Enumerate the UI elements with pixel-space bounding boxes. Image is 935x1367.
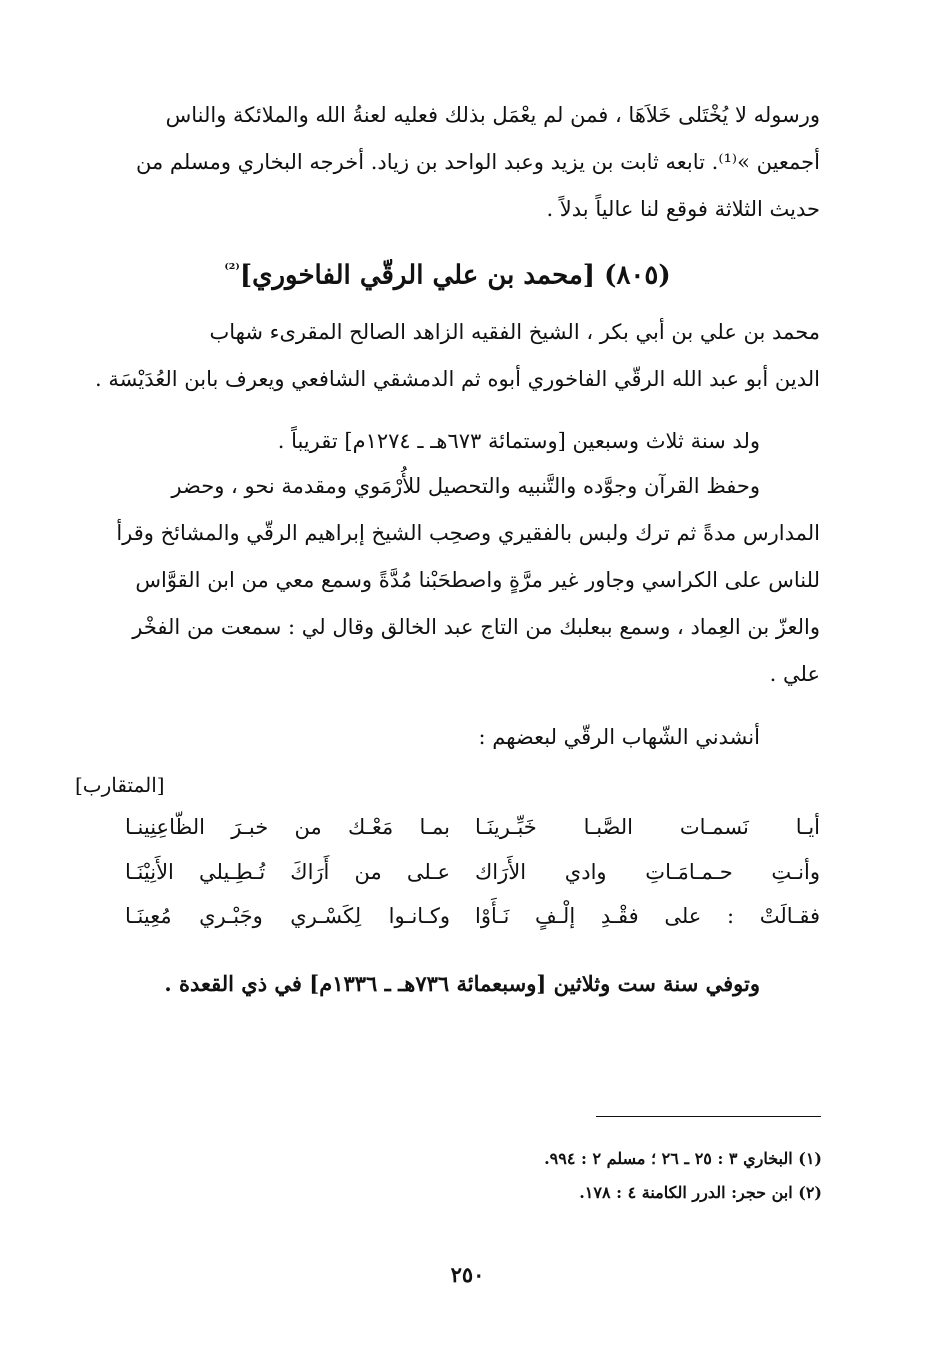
footnote-ref-2: ⁽²⁾ [224,260,240,278]
study-line: والعزّ بن العِماد ، وسمع ببعلبك من التاج عبد الخالق وقال لي : سمعت من الفخْر [132,615,820,639]
verse-second-hemistich: عـلى من أَرَاكَ تُـطِـيلي الأَنِيْنَـا [125,860,450,884]
intro-line: ورسوله لا يُخْتَلى خَلاَهَا ، فمن لم يعْمَل بذلك فعليه لعنةُ الله والملائكة والناس [165,103,820,127]
intro-line: أجمعين »⁽¹⁾. تابعه ثابت بن يزيد وعبد الواحد بن زياد. أخرجه البخاري ومسلم من [136,150,820,174]
verse-first-hemistich: فقـالَتْ : على فقْـدِ إلْـفٍ نَـأَوْا [475,904,820,928]
entry-heading-text: (٨٠٥) [محمد بن علي الرقّي الفاخوري] [239,260,671,291]
footnote-separator [596,1116,821,1117]
bio-line: محمد بن علي بن أبي بكر ، الشيخ الفقيه الزاهد الصالح المقرىء شهاب [209,320,820,344]
poetic-meter-label: [المتقارب] [75,773,165,797]
recite-paragraph [75,714,820,761]
birth-paragraph [75,418,820,465]
study-line: وحفظ القرآن وجوَّده والتَّنبيه والتحصيل للأُرْمَوي ومقدمة نحو ، وحضر [171,474,760,498]
footnote-1: (١) البخاري ٣ : ٢٥ ـ ٢٦ ؛ مسلم ٢ : ٩٩٤. [544,1149,822,1168]
verse-first-hemistich: أيـا نَسمـات الصَّبـا خَبِّـرينَـا [475,815,820,839]
intro-line: حديث الثلاثة فوقع لنا عالياً بدلاً . [546,197,820,221]
page-number: ٢٥٠ [450,1262,485,1287]
study-line: المدارس مدةً ثم ترك ولبس بالفقيري وصحِب الشيخ إبراهيم الرقّي والمشائخ وقرأ [116,521,820,545]
study-line: للناس على الكراسي وجاور غير مرَّةٍ واصطحَبْنا مُدَّةً وسمع معي من ابن القوَّاس [135,568,820,592]
bio-line: الدين أبو عبد الله الرقّي الفاخوري أبوه ثم الدمشقي الشافعي ويعرف بابن العُدَيْسَة . [95,367,820,391]
birth-line: ولد سنة ثلاث وسبعين [وستمائة ٦٧٣هـ ـ ١٢٧٤م] تقريباً . [277,429,760,453]
verse-first-hemistich: وأنـتِ حـمـامَـاتِ وادي الأَرَاك [475,860,820,884]
death-line: وتوفي سنة ست وثلاثين [وسبعمائة ٧٣٦هـ ـ ١٣٣٦م] في ذي القعدة . [164,971,760,996]
study-paragraph [75,463,820,698]
footnote-2: (٢) ابن حجر: الدرر الكامنة ٤ : ١٧٨. [579,1183,822,1202]
verse-second-hemistich: وكـانـوا لِكَسْـري وجَبْـري مُعِينَـا [125,904,450,928]
recite-line: أنشدني الشّهاب الرقّي لبعضهم : [478,725,760,749]
intro-paragraph [75,92,820,233]
study-line: علي . [769,662,820,686]
entry-heading [75,244,820,301]
verse-second-hemistich: بمـا مَعْـك من خبـرَ الظّاعِنِينـا [125,815,450,839]
bio-paragraph [75,309,820,403]
